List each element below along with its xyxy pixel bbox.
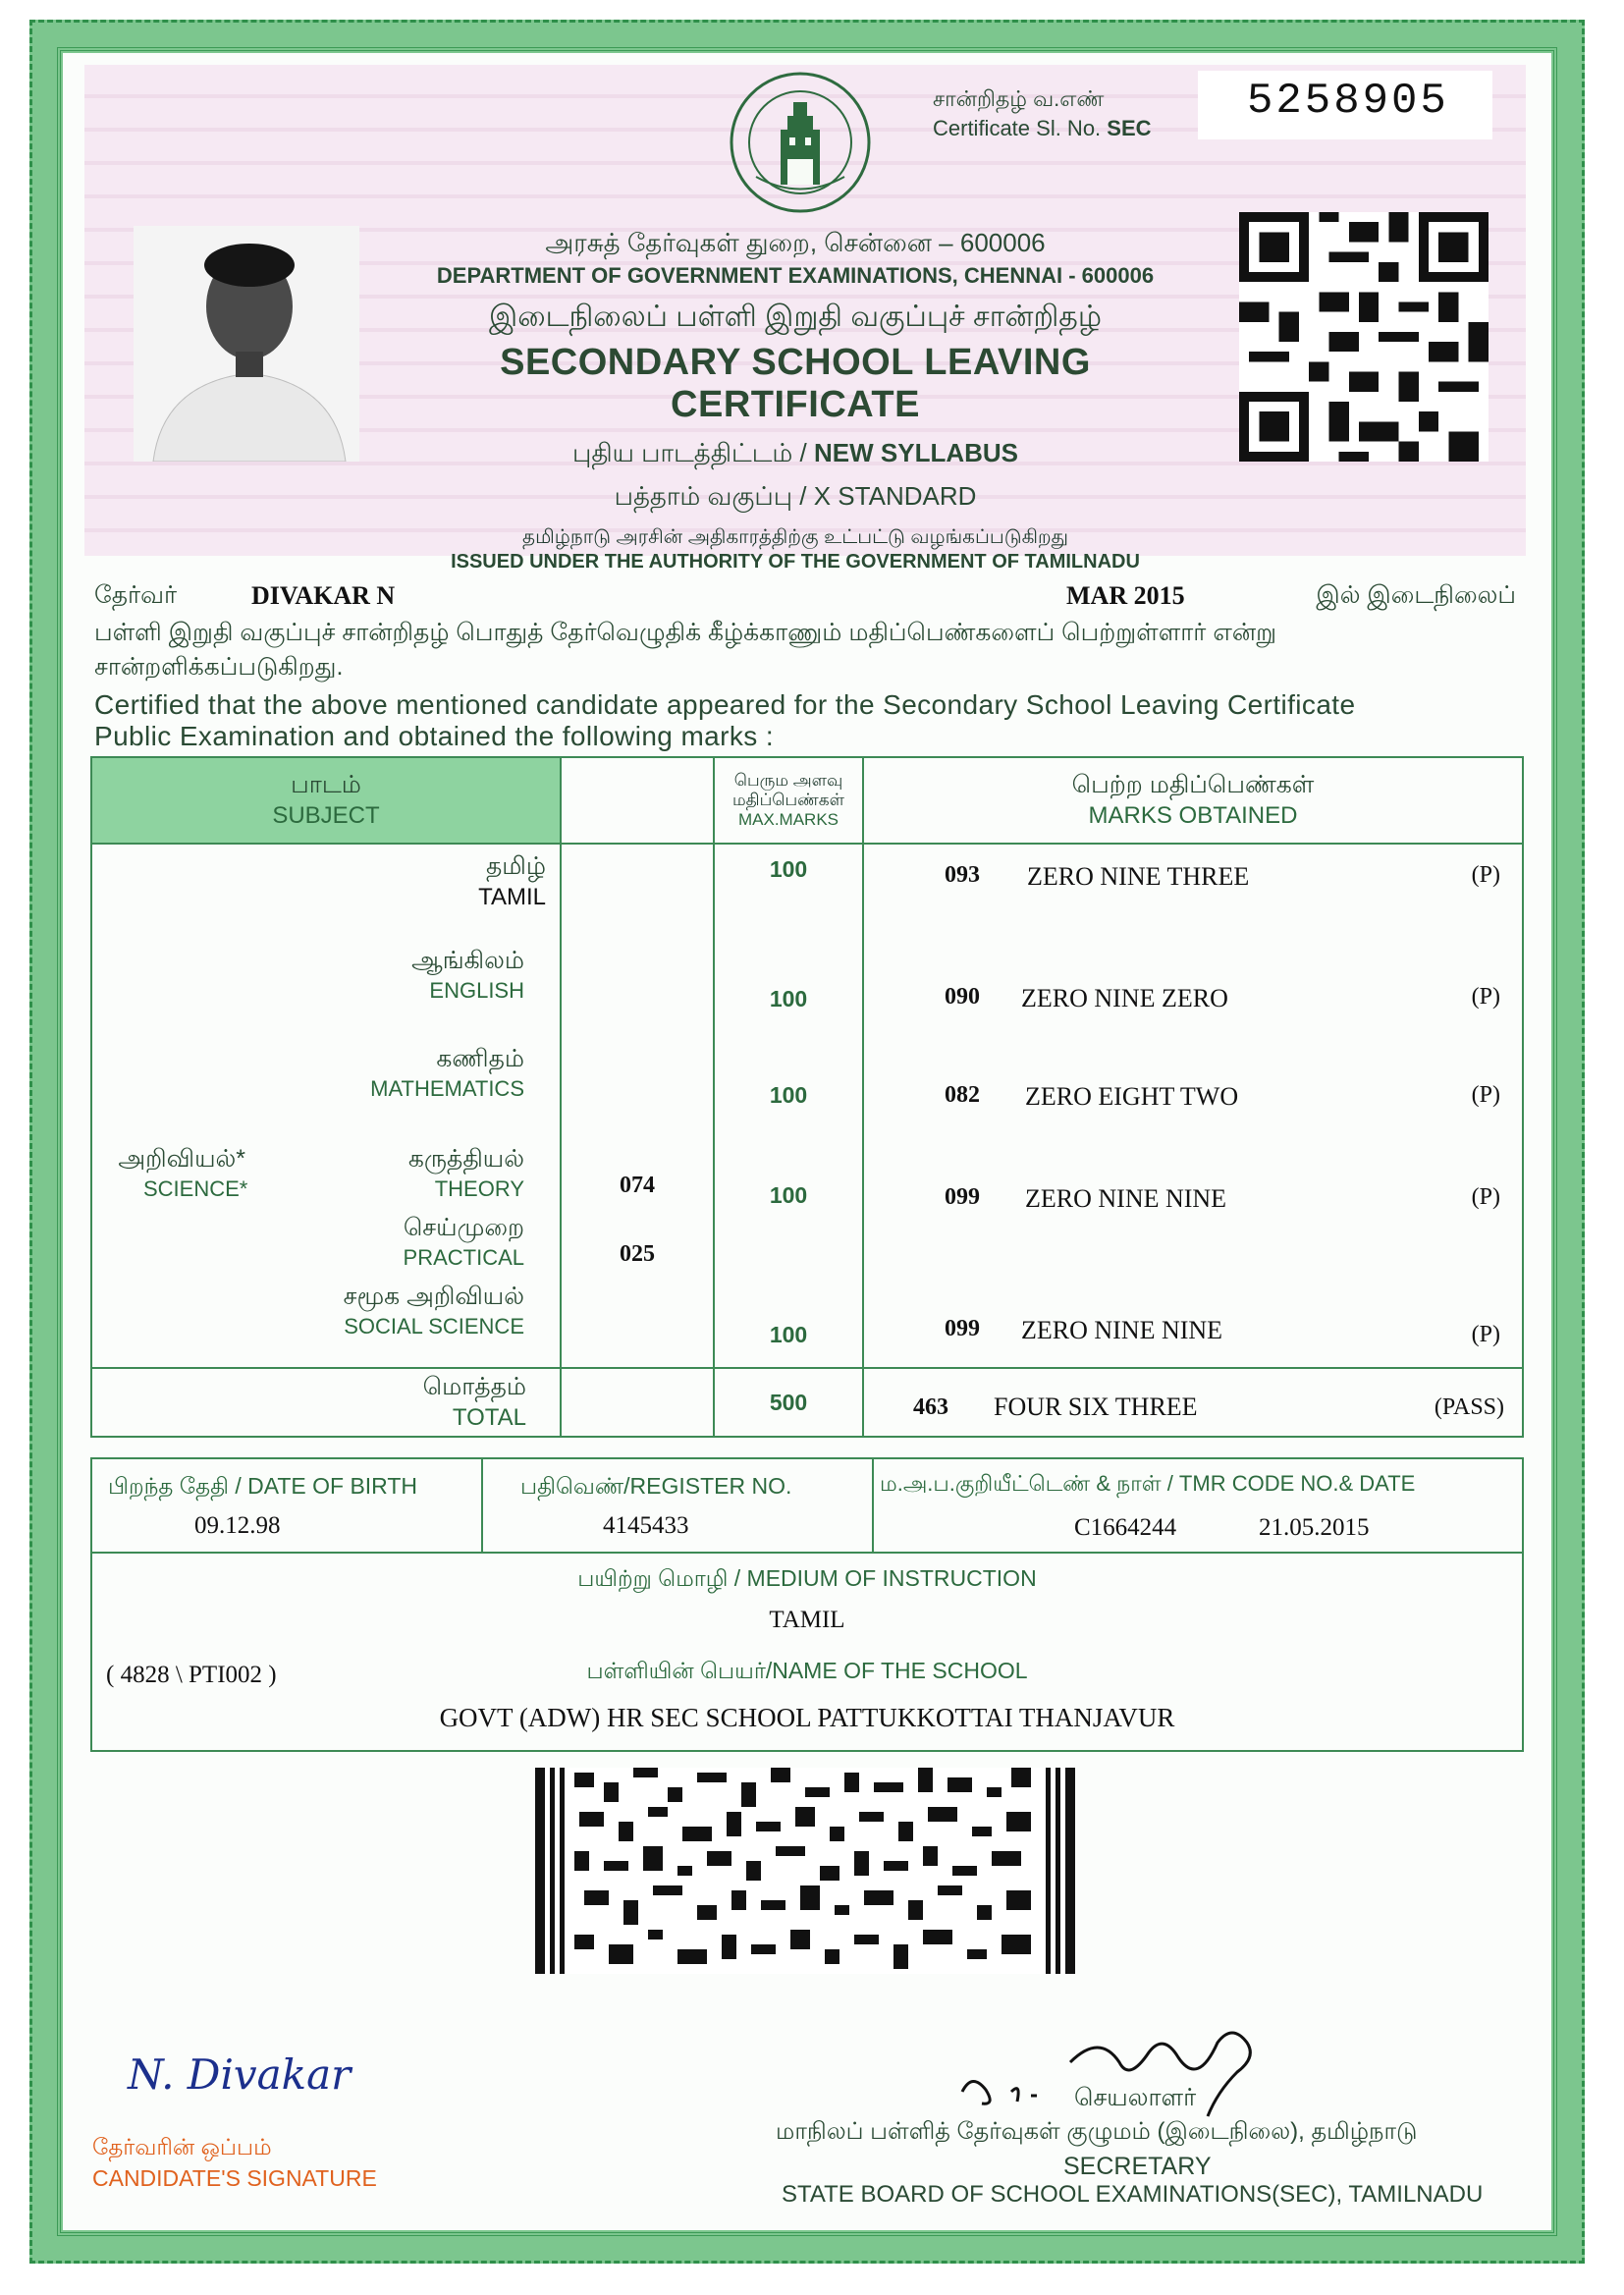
- subject-tamil: [478, 852, 546, 911]
- qr-code: [1239, 212, 1489, 462]
- subject-column: [91, 844, 561, 1368]
- marks-words: ZERO EIGHT TWO: [1025, 1082, 1239, 1111]
- serial-label-en-wrap: [933, 114, 1152, 143]
- dob-cell: [92, 1459, 483, 1554]
- candidate-signature: N. Divakar: [128, 2050, 352, 2099]
- tamilnadu-emblem-icon: [727, 69, 874, 216]
- candidate-name: DIVAKAR N: [251, 581, 396, 610]
- marks-result: (P): [1471, 984, 1500, 1010]
- theory-marks: 074: [620, 1173, 655, 1198]
- max-marks: 100: [769, 1182, 808, 1208]
- marks-result: (P): [1471, 1322, 1500, 1347]
- subject-header-en: SUBJECT: [272, 802, 380, 829]
- candidate-statement: [94, 581, 1524, 752]
- marks-row-maths: [864, 1082, 1522, 1114]
- max-marks: 100: [769, 1082, 808, 1108]
- dob-label: [108, 1473, 417, 1503]
- marks-words: ZERO NINE THREE: [1027, 862, 1250, 891]
- syllabus-ta: புதிய பாடத்திட்டம் /: [571, 438, 807, 467]
- total-label: [91, 1368, 561, 1437]
- serial-label-ta: சான்றிதழ் வ.எண்: [933, 86, 1105, 111]
- marks-words: ZERO NINE ZERO: [1021, 984, 1228, 1012]
- total-component: [561, 1368, 714, 1437]
- marks-body-row: [91, 844, 1523, 1368]
- marks-value: 099: [945, 1184, 980, 1210]
- marks-value: 099: [945, 1316, 980, 1341]
- dept-ta: அரசுத் தேர்வுகள் துறை, சென்னை – 600006: [545, 228, 1046, 257]
- subject-science: [116, 1145, 247, 1202]
- tmr-date: 21.05.2015: [1259, 1514, 1370, 1541]
- exam-session: MAR 2015: [1066, 581, 1185, 610]
- subject-en: ENGLISH: [429, 978, 524, 1003]
- max-marks: 100: [769, 856, 808, 882]
- serial-label-code: SEC: [1107, 116, 1152, 140]
- component-column: [561, 844, 714, 1368]
- marks-row-social: [864, 1316, 1522, 1347]
- max-marks: 100: [769, 986, 808, 1011]
- secretary-ta: செயலாளர்: [1074, 2084, 1197, 2111]
- tmr-label-ta: ம.அ.ப.குறியீட்டெண் & நாள்: [880, 1471, 1162, 1496]
- marks-result: (P): [1471, 1082, 1500, 1108]
- science-en: SCIENCE*: [143, 1176, 248, 1201]
- dob-value: 09.12.98: [194, 1512, 281, 1539]
- certified-en: Certified that the above mentioned candidate appeared for the Secondary School Leaving Certificate: [94, 689, 1356, 720]
- statement-line3: சான்றளிக்கப்படுகிறது.: [94, 653, 344, 681]
- register-number: 4145433: [603, 1512, 689, 1539]
- subject-ta: சமூக அறிவியல்: [343, 1283, 524, 1310]
- school-label-en: /NAME OF THE SCHOOL: [765, 1658, 1028, 1683]
- subject-social: [344, 1283, 524, 1339]
- max-header-en: MAX.MARKS: [737, 810, 839, 829]
- candidate-sig-label-ta: தேர்வரின் ஒப்பம்: [92, 2134, 272, 2159]
- register-label: பதிவெண்/REGISTER NO.: [520, 1473, 792, 1499]
- subject-en: TAMIL: [478, 884, 546, 910]
- marks-value: 093: [945, 862, 980, 888]
- subject-en: MATHEMATICS: [370, 1076, 524, 1101]
- max-header-ta: பெரும அளவு மதிப்பெண்கள்: [732, 771, 844, 809]
- dept-en: DEPARTMENT OF GOVERNMENT EXAMINATIONS, CHENNAI - 600006: [436, 263, 1155, 288]
- medium-label: [92, 1565, 1522, 1595]
- science-theory: [408, 1145, 524, 1202]
- subject-header-ta: பாடம்: [291, 771, 361, 798]
- subject-maths: [370, 1045, 524, 1102]
- register-cell: [481, 1459, 874, 1554]
- school-label-ta: பள்ளியின் பெயர்: [586, 1658, 766, 1683]
- practical-marks: 025: [620, 1241, 655, 1267]
- syllabus-en: NEW SYLLABUS: [814, 438, 1019, 467]
- subject-ta: ஆங்கிலம்: [411, 947, 524, 974]
- authority-ta: தமிழ்நாடு அரசின் அதிகாரத்திற்கு உட்பட்டு வழங்கப்படுகிறது: [522, 526, 1068, 548]
- total-marks: 463: [913, 1394, 948, 1420]
- subject-ta: தமிழ்: [485, 852, 546, 880]
- page-title: SECONDARY SCHOOL LEAVING CERTIFICATE: [500, 342, 1091, 425]
- serial-label: [933, 84, 1152, 143]
- obtained-header: [863, 757, 1523, 844]
- subject-english: [411, 947, 524, 1004]
- science-ta: அறிவியல்*: [118, 1145, 245, 1173]
- barcode: [535, 1768, 1075, 1974]
- marks-row-science: [864, 1184, 1522, 1216]
- tmr-label: [880, 1471, 1415, 1500]
- marks-row-tamil: [864, 862, 1522, 894]
- title-ta: இடைநிலைப் பள்ளி இறுதி வகுப்புச் சான்றிதழ்: [489, 301, 1102, 333]
- school-code: ( 4828 \ PTI002 ): [106, 1662, 277, 1688]
- obtained-header-ta: பெற்ற மதிப்பெண்கள்: [1071, 771, 1315, 798]
- total-result: (PASS): [1434, 1394, 1504, 1420]
- syllabus-line: [373, 438, 1218, 471]
- marks-words: ZERO NINE NINE: [1025, 1184, 1227, 1213]
- marks-words: ZERO NINE NINE: [1021, 1316, 1223, 1344]
- medium-value: TAMIL: [769, 1607, 845, 1633]
- marks-result: (P): [1471, 1184, 1500, 1210]
- candidate-photo: [134, 226, 359, 462]
- board-ta: மாநிலப் பள்ளித் தேர்வுகள் குழுமம் (இடைநிலை), தமிழ்நாடு: [776, 2118, 1418, 2145]
- marks-header-row: [91, 757, 1523, 844]
- tmr-label-en: / TMR CODE NO.& DATE: [1166, 1471, 1416, 1496]
- max-marks: 100: [769, 1322, 808, 1347]
- tmr-code: C1664244: [1074, 1514, 1177, 1541]
- max-column: [714, 844, 863, 1368]
- subject-ta: கணிதம்: [436, 1045, 524, 1072]
- medium-label-ta: பயிற்று மொழி: [577, 1565, 729, 1591]
- marks-value: 090: [945, 984, 980, 1010]
- standard-line: பத்தாம் வகுப்பு / X STANDARD: [614, 481, 977, 511]
- total-max: 500: [714, 1368, 863, 1437]
- component-header: [561, 757, 714, 844]
- serial-number: 5258905: [1247, 77, 1449, 126]
- total-ta: மொத்தம்: [422, 1373, 526, 1400]
- practical-ta: செய்முறை: [403, 1214, 524, 1241]
- exam-label-ta: தேர்வர்: [94, 581, 178, 609]
- header-block: [373, 228, 1218, 574]
- max-header: [714, 757, 863, 844]
- science-practical: [404, 1214, 524, 1271]
- total-words: FOUR SIX THREE: [994, 1393, 1198, 1421]
- statement-line1: [94, 581, 1524, 615]
- marks-table: [90, 756, 1524, 1438]
- theory-en: THEORY: [434, 1176, 524, 1201]
- subject-header: [91, 757, 561, 844]
- candidate-signature-label: [92, 2131, 377, 2194]
- theory-ta: கருத்தியல்: [407, 1145, 524, 1173]
- serial-label-en: Certificate Sl. No.: [933, 116, 1102, 140]
- secretary-en: SECRETARY: [1063, 2153, 1212, 2180]
- dob-label-en: / DATE OF BIRTH: [235, 1473, 418, 1499]
- board-en: STATE BOARD OF SCHOOL EXAMINATIONS(SEC), TAMILNADU: [782, 2181, 1484, 2208]
- marks-row-english: [864, 984, 1522, 1015]
- candidate-sig-label-en: CANDIDATE'S SIGNATURE: [92, 2165, 377, 2191]
- dob-label-ta: பிறந்த தேதி: [108, 1473, 229, 1499]
- statement-line1-end: இல் இடைநிலைப்: [1316, 581, 1516, 609]
- practical-en: PRACTICAL: [403, 1245, 524, 1270]
- school-label: [92, 1658, 1522, 1687]
- subject-en: SOCIAL SCIENCE: [344, 1314, 524, 1339]
- certified-en2: Public Examination and obtained the following marks :: [94, 721, 775, 751]
- total-en: TOTAL: [452, 1404, 526, 1431]
- obtained-column: [863, 844, 1523, 1368]
- marks-value: 082: [945, 1082, 980, 1108]
- info-block: [90, 1457, 1524, 1752]
- medium-label-en: / MEDIUM OF INSTRUCTION: [733, 1565, 1037, 1591]
- total-row: [91, 1368, 1523, 1437]
- total-obtained: [863, 1368, 1523, 1437]
- school-name: GOVT (ADW) HR SEC SCHOOL PATTUKKOTTAI THANJAVUR: [439, 1703, 1175, 1732]
- statement-line2: பள்ளி இறுதி வகுப்புச் சான்றிதழ் பொதுத் தேர்வெழுதிக் கீழ்க்காணும் மதிப்பெண்களைப் பெற்றுள்ளார் என்று: [94, 619, 1276, 646]
- obtained-header-en: MARKS OBTAINED: [1088, 802, 1298, 829]
- authority-en: ISSUED UNDER THE AUTHORITY OF THE GOVERNMENT OF TAMILNADU: [451, 551, 1140, 573]
- tmr-cell: [872, 1459, 1522, 1554]
- marks-result: (P): [1471, 862, 1500, 888]
